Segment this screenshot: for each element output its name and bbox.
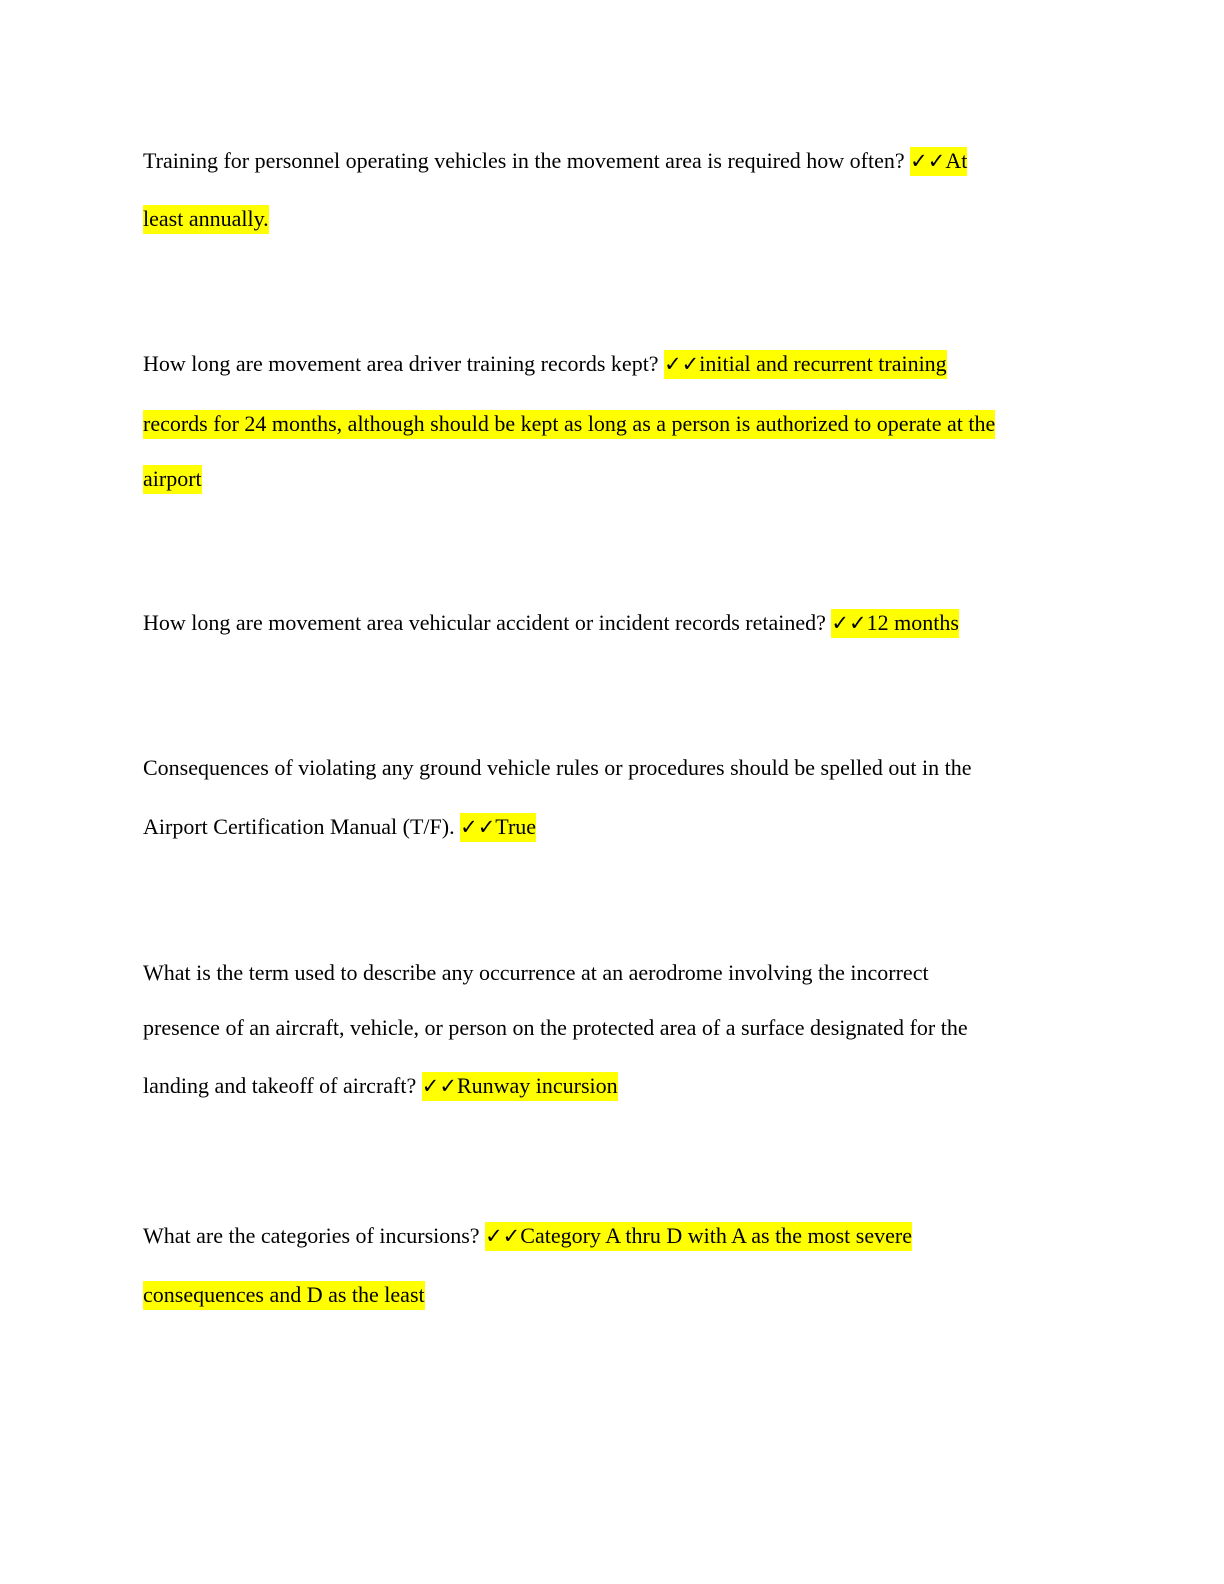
answer-text: records for 24 months, although should be kept as long as a person is authorized to operate at the: [143, 410, 995, 439]
qa-line: [143, 409, 995, 439]
question-text: landing and takeoff of aircraft?: [143, 1073, 422, 1098]
answer-highlight: [831, 609, 959, 638]
answer-highlight: [664, 350, 947, 379]
qa-line: [143, 753, 971, 783]
answer-highlight: [422, 1072, 618, 1101]
answer-text: initial and recurrent training: [699, 351, 947, 376]
qa-line: [143, 1280, 425, 1310]
qa-line: [143, 1071, 618, 1101]
qa-line: [143, 464, 202, 494]
double-check-icon: ✓✓: [831, 611, 867, 635]
answer-highlight: [485, 1222, 912, 1251]
question-text: Training for personnel operating vehicles in the movement area is required how often?: [143, 148, 911, 173]
answer-text: consequences and D as the least: [143, 1281, 425, 1310]
double-check-icon: ✓✓: [460, 815, 496, 839]
question-text: How long are movement area driver training records kept?: [143, 351, 665, 376]
answer-text: Category A thru D with A as the most severe: [520, 1223, 912, 1248]
answer-text: 12 months: [866, 610, 959, 635]
double-check-icon: ✓✓: [910, 149, 946, 173]
answer-text: Runway incursion: [456, 1073, 618, 1098]
qa-line: [143, 608, 959, 638]
answer-highlight: [460, 813, 536, 842]
double-check-icon: ✓✓: [485, 1224, 521, 1248]
question-text: Consequences of violating any ground vehicle rules or procedures should be spelled out in the: [143, 755, 972, 780]
answer-text: True: [495, 814, 537, 839]
qa-line: [143, 1013, 968, 1043]
question-text: What is the term used to describe any occurrence at an aerodrome involving the incorrect: [143, 960, 929, 985]
question-text: Airport Certification Manual (T/F).: [143, 814, 461, 839]
double-check-icon: ✓✓: [421, 1074, 457, 1098]
question-text: presence of an aircraft, vehicle, or person on the protected area of a surface designated for the: [143, 1015, 968, 1040]
qa-line: [143, 146, 967, 176]
answer-text: least annually.: [143, 205, 269, 234]
question-text: How long are movement area vehicular accident or incident records retained?: [143, 610, 832, 635]
qa-line: [143, 349, 947, 379]
answer-text: At: [945, 148, 968, 173]
qa-line: [143, 204, 269, 234]
answer-highlight: [910, 147, 967, 176]
question-text: What are the categories of incursions?: [143, 1223, 486, 1248]
answer-text: airport: [143, 465, 202, 494]
double-check-icon: ✓✓: [664, 352, 700, 376]
qa-line: [143, 1221, 912, 1251]
qa-line: [143, 812, 536, 842]
qa-line: [143, 958, 929, 988]
